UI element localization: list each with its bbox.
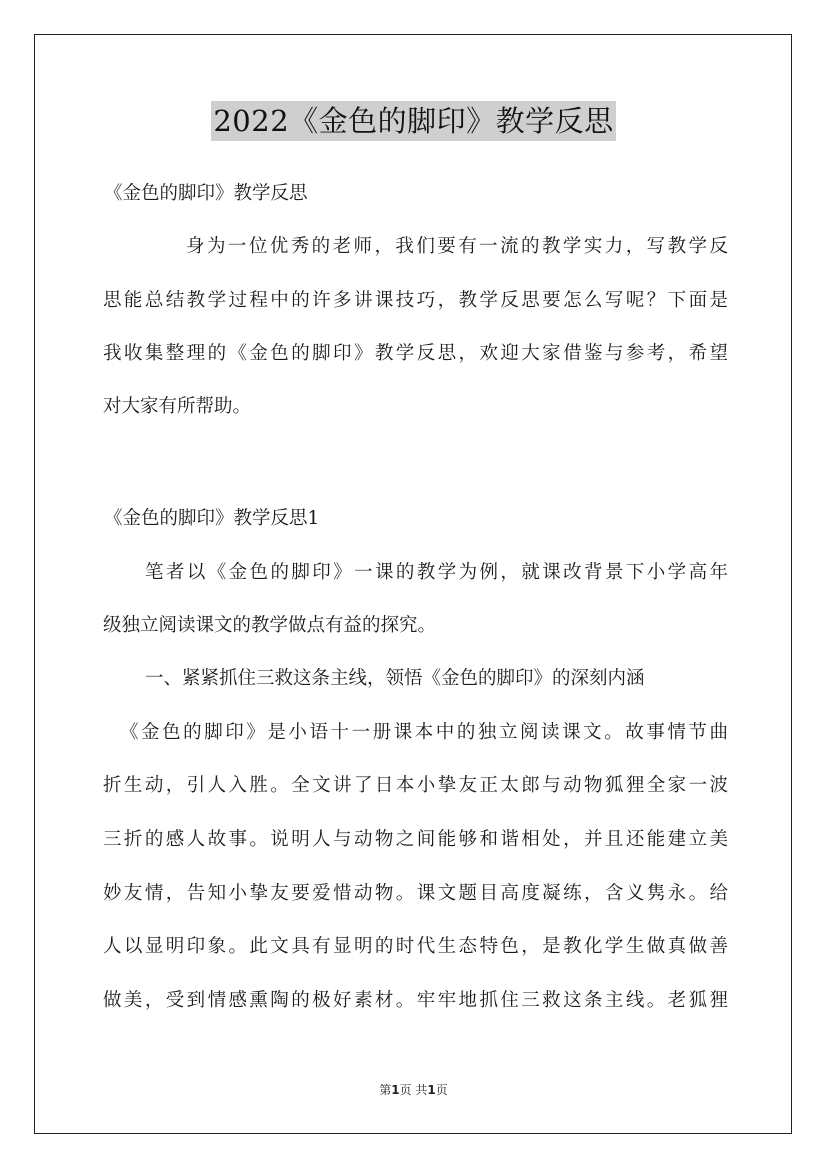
footer-suffix: 页 bbox=[435, 1083, 448, 1097]
intro-line-1: 身为一位优秀的老师，我们要有一流的教学实力，写教学反 bbox=[186, 236, 728, 257]
body-line-1: 《金色的脚印》是小语十一册课本中的独立阅读课文。故事情节曲 bbox=[120, 722, 728, 743]
footer-total-pages: 1 bbox=[427, 1083, 436, 1097]
page-footer bbox=[0, 1082, 827, 1098]
intro-line-4: 对大家有所帮助。 bbox=[103, 396, 252, 417]
document-title: 2022《金色的脚印》教学反思 bbox=[211, 101, 615, 141]
body-line-5: 人以显明印象。此文具有显明的时代生态特色，是教化学生做真做善 bbox=[103, 936, 728, 957]
body-line-6: 做美，受到情感熏陶的极好素材。牢牢地抓住三救这条主线。老狐狸 bbox=[103, 990, 728, 1011]
document-subtitle: 《金色的脚印》教学反思 bbox=[104, 183, 308, 204]
body-line-3: 三折的感人故事。说明人与动物之间能够和谐相处，并且还能建立美 bbox=[103, 829, 728, 850]
footer-mid: 页 共 bbox=[399, 1083, 428, 1097]
intro-line-3: 我收集整理的《金色的脚印》教学反思，欢迎大家借鉴与参考，希望 bbox=[103, 343, 728, 364]
section1-line-1: 笔者以《金色的脚印》一课的教学为例，就课改背景下小学高年 bbox=[145, 562, 728, 583]
point-heading-1: 一、紧紧抓住三救这条主线，领悟《金色的脚印》的深刻内涵 bbox=[145, 668, 645, 689]
body-line-4: 妙友情，告知小挚友要爱惜动物。课文题目高度凝练，含义隽永。给 bbox=[103, 883, 728, 904]
footer-current-page: 1 bbox=[391, 1083, 400, 1097]
section-heading-1: 《金色的脚印》教学反思1 bbox=[104, 508, 320, 529]
section1-line-2: 级独立阅读课文的教学做点有益的探究。 bbox=[103, 615, 437, 636]
footer-prefix: 第 bbox=[379, 1083, 392, 1097]
body-line-2: 折生动，引人入胜。全文讲了日本小挚友正太郎与动物狐狸全家一波 bbox=[103, 775, 728, 796]
title-container bbox=[0, 101, 827, 141]
intro-line-2: 思能总结教学过程中的许多讲课技巧，教学反思要怎么写呢？下面是 bbox=[103, 290, 728, 311]
